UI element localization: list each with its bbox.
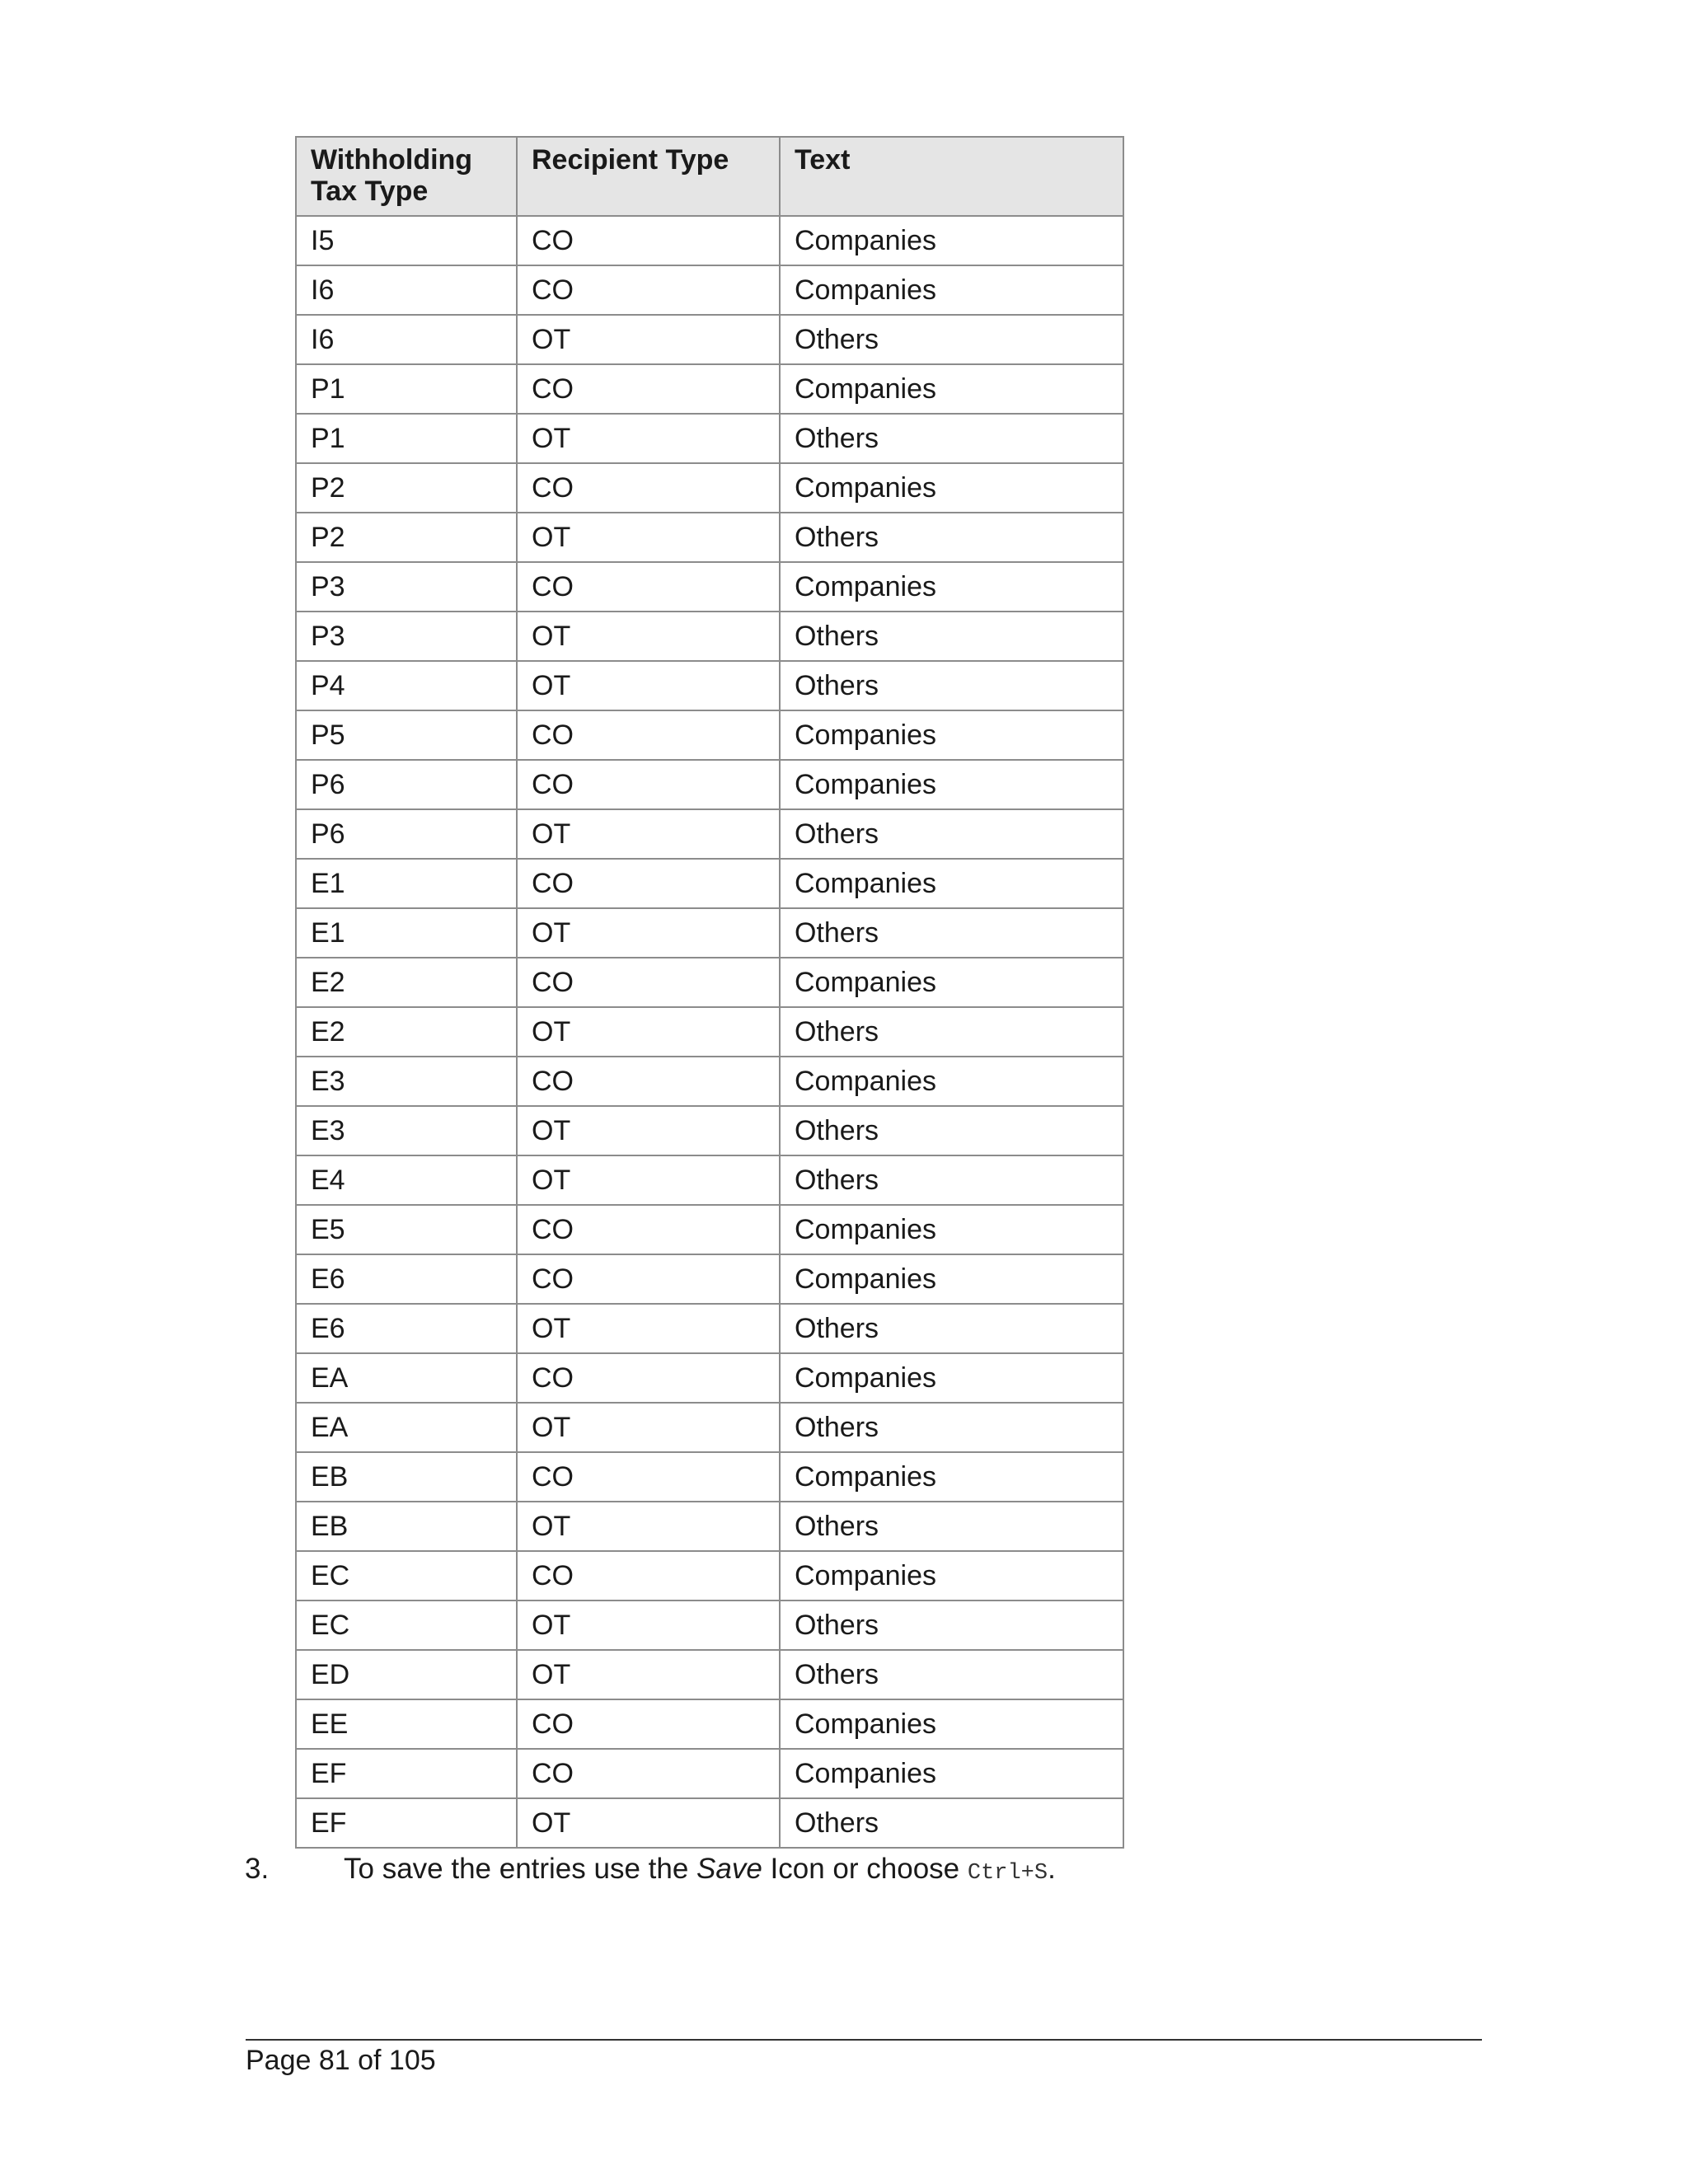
cell-withholding-tax-type: P6: [296, 760, 517, 809]
cell-text: Companies: [780, 1749, 1123, 1798]
step-text-after: .: [1048, 1853, 1056, 1885]
cell-text: Companies: [780, 562, 1123, 612]
table-row: [296, 1601, 1123, 1650]
cell-withholding-tax-type: I6: [296, 315, 517, 364]
cell-withholding-tax-type: EF: [296, 1798, 517, 1848]
cell-withholding-tax-type: P6: [296, 809, 517, 859]
cell-text: Others: [780, 661, 1123, 710]
step-text-middle: Icon or choose: [762, 1853, 968, 1885]
footer-divider: [246, 2039, 1482, 2041]
cell-withholding-tax-type: E3: [296, 1106, 517, 1155]
cell-withholding-tax-type: E2: [296, 1007, 517, 1057]
cell-recipient-type: CO: [517, 1699, 780, 1749]
cell-recipient-type: CO: [517, 1749, 780, 1798]
cell-recipient-type: OT: [517, 1798, 780, 1848]
cell-recipient-type: CO: [517, 562, 780, 612]
cell-recipient-type: OT: [517, 612, 780, 661]
cell-recipient-type: OT: [517, 908, 780, 958]
table-header-row: [296, 137, 1123, 216]
cell-text: Companies: [780, 1205, 1123, 1254]
cell-withholding-tax-type: P2: [296, 513, 517, 562]
cell-text: Others: [780, 1502, 1123, 1551]
cell-withholding-tax-type: P5: [296, 710, 517, 760]
cell-recipient-type: OT: [517, 661, 780, 710]
cell-text: Companies: [780, 1551, 1123, 1601]
cell-recipient-type: OT: [517, 1403, 780, 1452]
cell-recipient-type: OT: [517, 809, 780, 859]
cell-recipient-type: CO: [517, 1551, 780, 1601]
cell-withholding-tax-type: P1: [296, 364, 517, 414]
cell-withholding-tax-type: P3: [296, 562, 517, 612]
table-row: [296, 661, 1123, 710]
cell-recipient-type: OT: [517, 1502, 780, 1551]
cell-withholding-tax-type: P2: [296, 463, 517, 513]
cell-text: Companies: [780, 760, 1123, 809]
table-row: [296, 1106, 1123, 1155]
cell-text: Others: [780, 1650, 1123, 1699]
table-row: [296, 364, 1123, 414]
table-row: [296, 513, 1123, 562]
table-row: [296, 1353, 1123, 1403]
cell-withholding-tax-type: I5: [296, 216, 517, 265]
table-row: [296, 562, 1123, 612]
cell-withholding-tax-type: EF: [296, 1749, 517, 1798]
cell-withholding-tax-type: ED: [296, 1650, 517, 1699]
table-row: [296, 1502, 1123, 1551]
cell-withholding-tax-type: EA: [296, 1353, 517, 1403]
cell-text: Companies: [780, 859, 1123, 908]
cell-recipient-type: CO: [517, 1353, 780, 1403]
cell-recipient-type: OT: [517, 1304, 780, 1353]
cell-recipient-type: CO: [517, 1452, 780, 1502]
cell-text: Others: [780, 809, 1123, 859]
table-row: [296, 265, 1123, 315]
cell-recipient-type: CO: [517, 1057, 780, 1106]
cell-withholding-tax-type: E5: [296, 1205, 517, 1254]
cell-text: Companies: [780, 1452, 1123, 1502]
cell-text: Companies: [780, 1353, 1123, 1403]
cell-recipient-type: CO: [517, 463, 780, 513]
cell-recipient-type: CO: [517, 364, 780, 414]
cell-withholding-tax-type: E1: [296, 859, 517, 908]
table-row: [296, 1007, 1123, 1057]
cell-withholding-tax-type: E4: [296, 1155, 517, 1205]
cell-recipient-type: CO: [517, 710, 780, 760]
table-row: [296, 1403, 1123, 1452]
table-row: [296, 1057, 1123, 1106]
cell-text: Companies: [780, 710, 1123, 760]
table-row: [296, 958, 1123, 1007]
cell-recipient-type: CO: [517, 216, 780, 265]
cell-text: Companies: [780, 958, 1123, 1007]
table-row: [296, 908, 1123, 958]
cell-recipient-type: OT: [517, 1601, 780, 1650]
cell-text: Others: [780, 1007, 1123, 1057]
cell-text: Others: [780, 1403, 1123, 1452]
header-text: Text: [780, 137, 1123, 216]
cell-recipient-type: OT: [517, 1007, 780, 1057]
cell-text: Others: [780, 1601, 1123, 1650]
cell-withholding-tax-type: EB: [296, 1452, 517, 1502]
table-row: [296, 612, 1123, 661]
table-row: [296, 1254, 1123, 1304]
cell-withholding-tax-type: P1: [296, 414, 517, 463]
step-3-instruction: [245, 1853, 1056, 1890]
table-row: [296, 1205, 1123, 1254]
step-text-before: To save the entries use the: [344, 1853, 697, 1885]
cell-recipient-type: CO: [517, 1205, 780, 1254]
cell-text: Companies: [780, 265, 1123, 315]
cell-withholding-tax-type: I6: [296, 265, 517, 315]
cell-recipient-type: CO: [517, 760, 780, 809]
table-row: [296, 1452, 1123, 1502]
cell-text: Companies: [780, 364, 1123, 414]
cell-text: Others: [780, 315, 1123, 364]
cell-withholding-tax-type: EE: [296, 1699, 517, 1749]
table-row: [296, 1650, 1123, 1699]
withholding-tax-table: [295, 136, 1124, 1849]
cell-withholding-tax-type: E2: [296, 958, 517, 1007]
cell-withholding-tax-type: EC: [296, 1551, 517, 1601]
table-row: [296, 1551, 1123, 1601]
table-row: [296, 1749, 1123, 1798]
cell-recipient-type: OT: [517, 315, 780, 364]
cell-recipient-type: CO: [517, 1254, 780, 1304]
cell-withholding-tax-type: EB: [296, 1502, 517, 1551]
table-row: [296, 414, 1123, 463]
header-recipient-type: Recipient Type: [517, 137, 780, 216]
save-icon-reference: Save: [696, 1853, 762, 1885]
cell-text: Others: [780, 1155, 1123, 1205]
keyboard-shortcut: Ctrl+S: [967, 1861, 1048, 1886]
cell-text: Others: [780, 513, 1123, 562]
table-row: [296, 1155, 1123, 1205]
page-number: Page 81 of 105: [246, 2045, 436, 2076]
table-body: [296, 216, 1123, 1848]
cell-recipient-type: OT: [517, 1155, 780, 1205]
cell-text: Companies: [780, 1057, 1123, 1106]
cell-withholding-tax-type: P3: [296, 612, 517, 661]
cell-text: Others: [780, 1798, 1123, 1848]
cell-recipient-type: OT: [517, 513, 780, 562]
table-row: [296, 710, 1123, 760]
cell-recipient-type: OT: [517, 1106, 780, 1155]
cell-text: Companies: [780, 1254, 1123, 1304]
table-row: [296, 859, 1123, 908]
cell-withholding-tax-type: E3: [296, 1057, 517, 1106]
cell-recipient-type: OT: [517, 1650, 780, 1699]
cell-text: Others: [780, 414, 1123, 463]
cell-recipient-type: CO: [517, 958, 780, 1007]
table-row: [296, 216, 1123, 265]
cell-recipient-type: OT: [517, 414, 780, 463]
cell-recipient-type: CO: [517, 859, 780, 908]
table-row: [296, 760, 1123, 809]
step-number: 3.: [245, 1853, 270, 1885]
table-row: [296, 463, 1123, 513]
cell-withholding-tax-type: E1: [296, 908, 517, 958]
header-withholding-tax-type: Withholding Tax Type: [296, 137, 517, 216]
cell-text: Companies: [780, 216, 1123, 265]
cell-text: Others: [780, 612, 1123, 661]
cell-recipient-type: CO: [517, 265, 780, 315]
cell-text: Others: [780, 908, 1123, 958]
table-row: [296, 809, 1123, 859]
cell-text: Others: [780, 1304, 1123, 1353]
cell-withholding-tax-type: EA: [296, 1403, 517, 1452]
table-row: [296, 1304, 1123, 1353]
cell-withholding-tax-type: E6: [296, 1304, 517, 1353]
cell-text: Companies: [780, 463, 1123, 513]
table-row: [296, 1699, 1123, 1749]
cell-withholding-tax-type: P4: [296, 661, 517, 710]
cell-withholding-tax-type: E6: [296, 1254, 517, 1304]
table-row: [296, 315, 1123, 364]
cell-withholding-tax-type: EC: [296, 1601, 517, 1650]
cell-text: Companies: [780, 1699, 1123, 1749]
table-row: [296, 1798, 1123, 1848]
cell-text: Others: [780, 1106, 1123, 1155]
